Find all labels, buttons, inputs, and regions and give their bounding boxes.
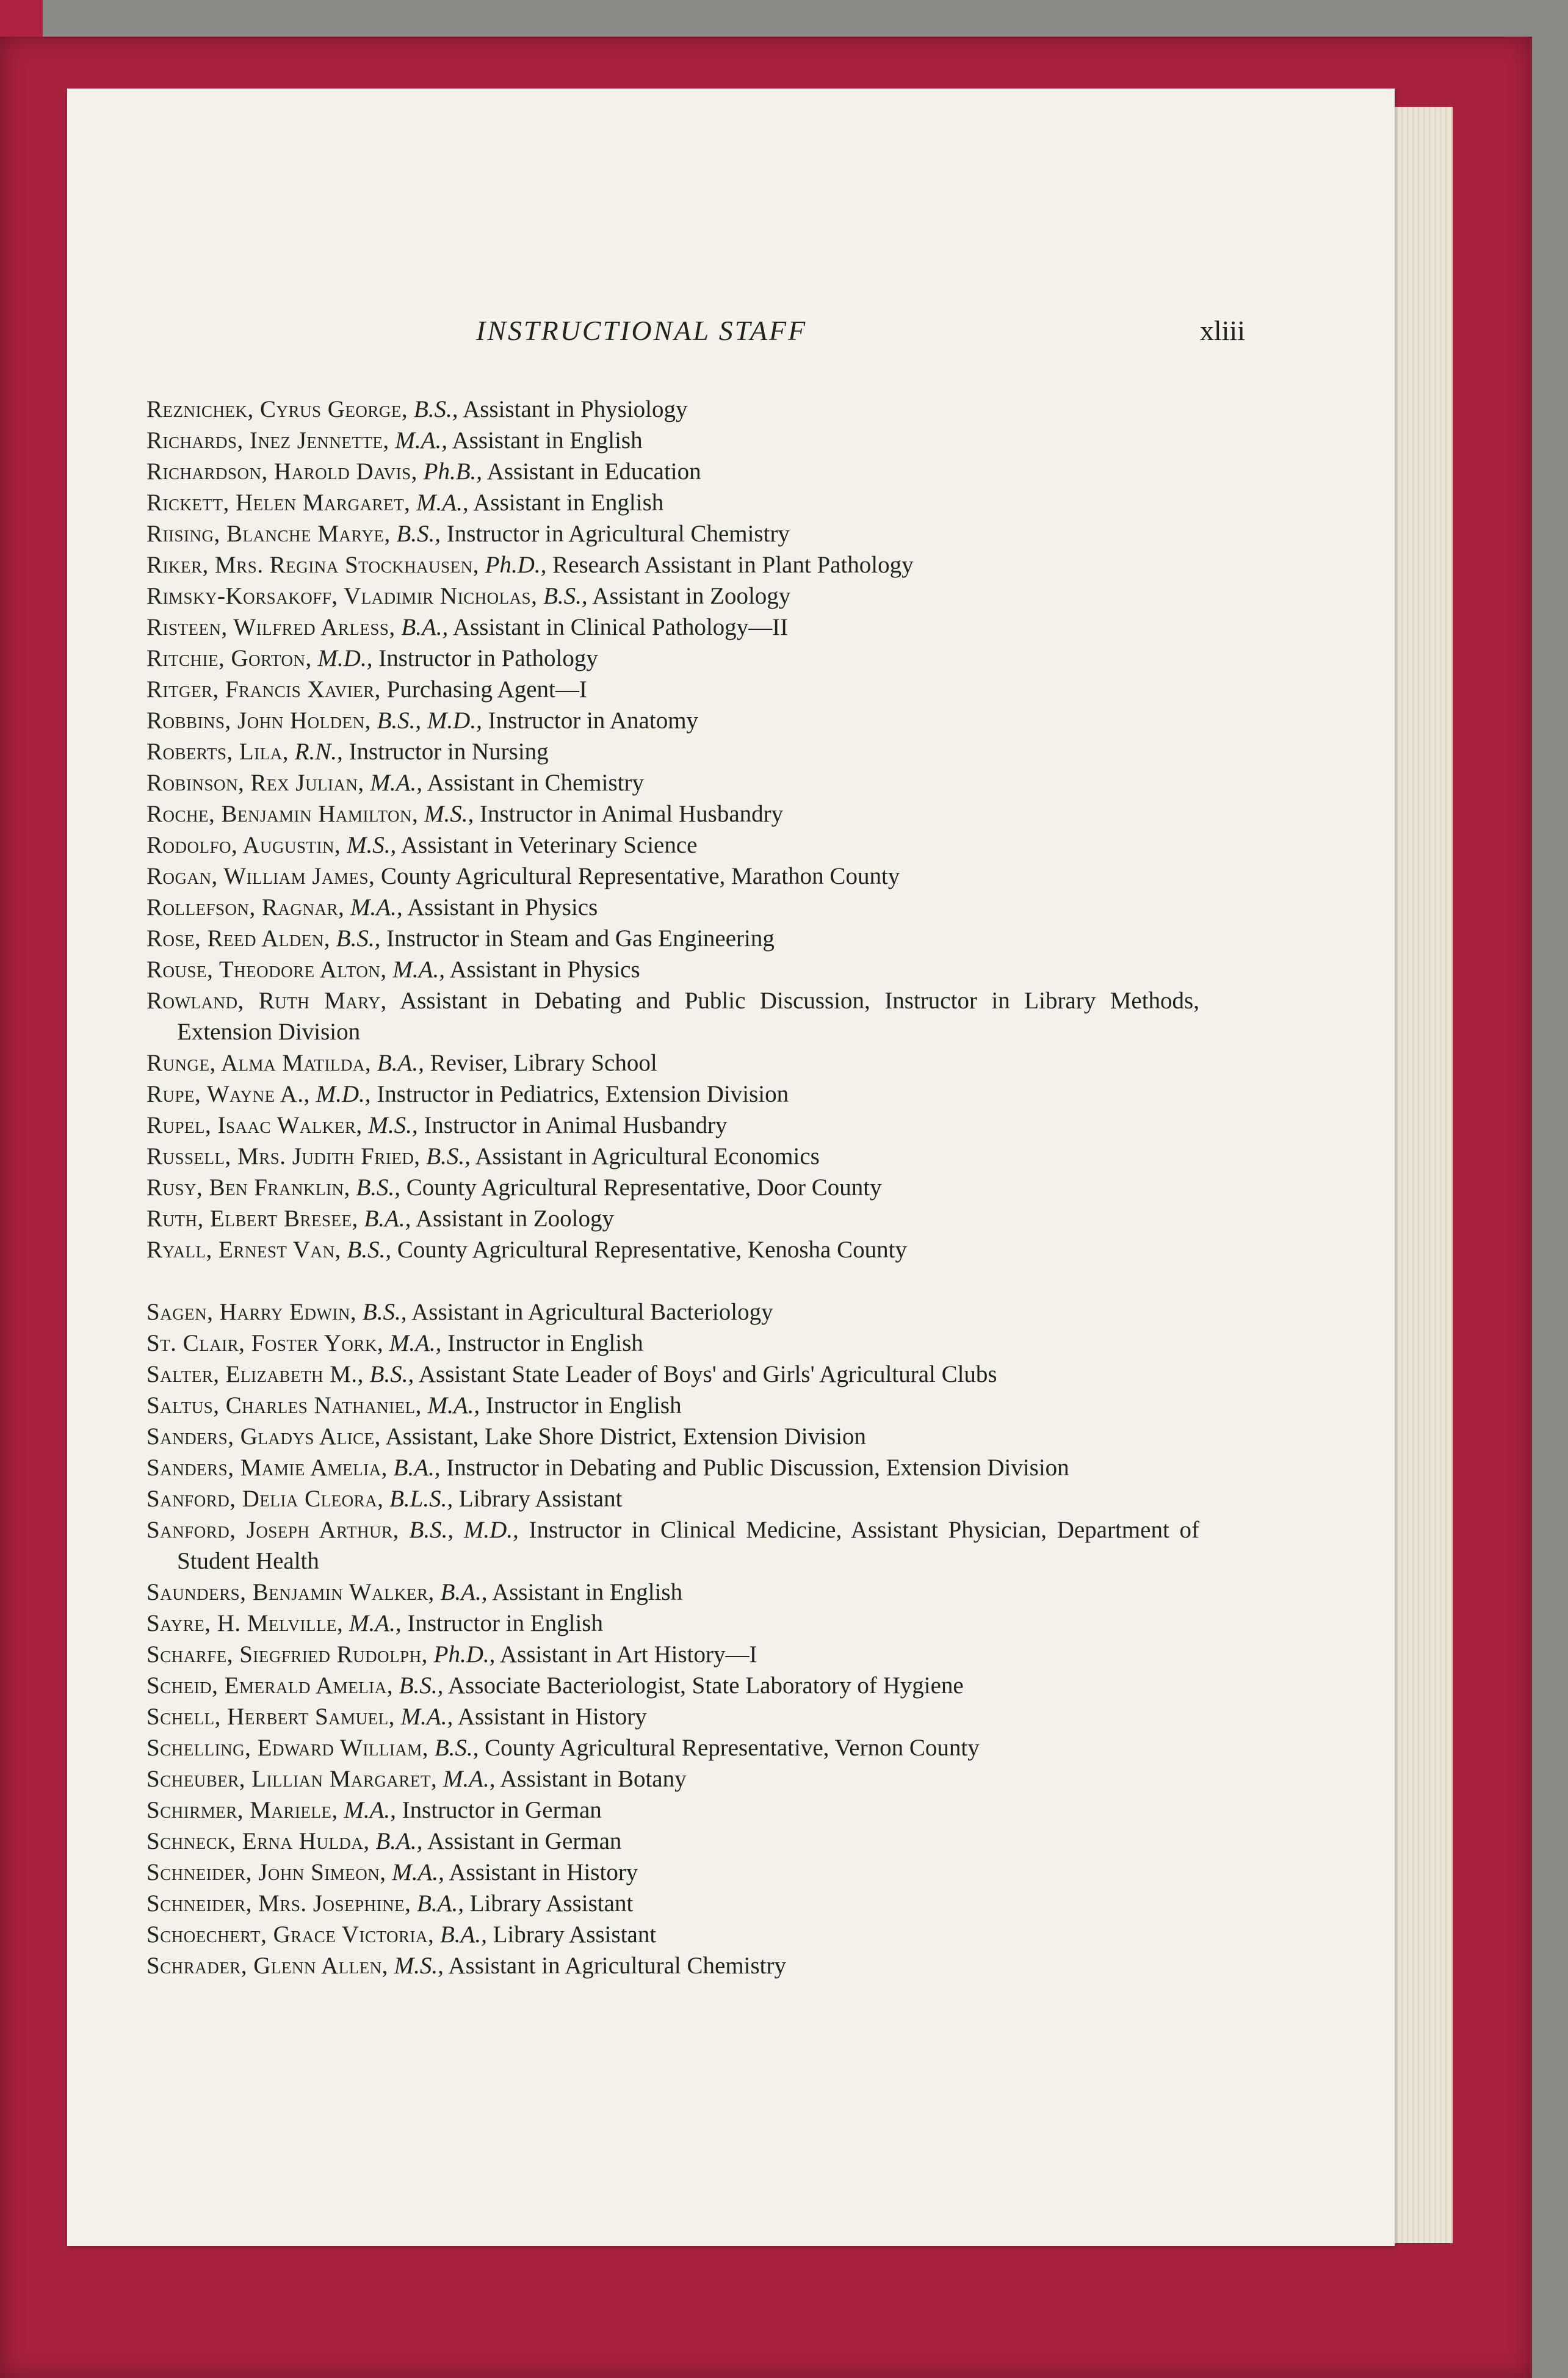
staff-entry (146, 674, 1199, 705)
staff-degree: M.D., (316, 1081, 371, 1107)
staff-position: Assistant in Botany (500, 1766, 687, 1792)
staff-name: Schneck, Erna Hulda, (146, 1828, 370, 1854)
staff-position: Research Assistant in Plant Pathology (552, 552, 914, 578)
staff-name: Schirmer, Mariele, (146, 1797, 338, 1823)
staff-degree: M.A., (416, 490, 469, 516)
staff-entry (146, 1763, 1199, 1794)
staff-entry (146, 394, 1199, 425)
staff-name: Schoechert, Grace Victoria, (146, 1921, 435, 1948)
staff-name: Roberts, Lila, (146, 739, 289, 765)
staff-name: Rupe, Wayne A., (146, 1081, 310, 1107)
staff-degree: M.A., (443, 1766, 496, 1792)
staff-degree: B.A., (377, 1050, 424, 1076)
staff-position: Purchasing Agent—I (386, 676, 587, 703)
staff-name: Rimsky-Korsakoff, Vladimir Nicholas, (146, 583, 538, 609)
staff-name: Schneider, Mrs. Josephine, (146, 1890, 411, 1917)
staff-name: Salter, Elizabeth M., (146, 1361, 364, 1387)
staff-position: Instructor in Nursing (349, 739, 549, 765)
staff-name: Roche, Benjamin Hamilton, (146, 801, 419, 827)
staff-name: Rickett, Helen Margaret, (146, 490, 411, 516)
staff-name: Ryall, Ernest Van, (146, 1237, 341, 1263)
staff-degree: B.S., (396, 521, 441, 547)
staff-entry (146, 456, 1199, 487)
staff-name: Rodolfo, Augustin, (146, 832, 341, 858)
staff-name: Schrader, Glenn Allen, (146, 1953, 388, 1979)
staff-entry (146, 954, 1199, 985)
staff-name: Reznichek, Cyrus George, (146, 396, 408, 422)
staff-entry (146, 892, 1199, 923)
staff-name: Ritchie, Gorton, (146, 645, 312, 671)
staff-position: Assistant in Clinical Pathology—II (452, 614, 789, 640)
staff-entry (146, 1390, 1199, 1421)
staff-degree: B.A., (440, 1579, 488, 1605)
staff-position: Instructor in Pathology (378, 645, 598, 671)
staff-position: Assistant in German (427, 1828, 622, 1854)
running-title: INSTRUCTIONAL STAFF (476, 315, 807, 346)
staff-degree: Ph.B., (423, 458, 483, 485)
staff-entry (146, 1421, 1199, 1452)
staff-list (146, 394, 1199, 1981)
staff-entry (146, 829, 1199, 861)
staff-name: Rose, Reed Alden, (146, 925, 331, 952)
staff-position: Assistant in Education (486, 458, 701, 485)
staff-entry (146, 1203, 1199, 1234)
staff-position: Assistant in English (473, 490, 664, 516)
staff-position: Assistant in English (452, 427, 643, 454)
staff-entry (146, 1701, 1199, 1732)
staff-name: Ritger, Francis Xavier, (146, 676, 381, 703)
staff-entry (146, 736, 1199, 767)
staff-degree: B.L.S., (389, 1486, 453, 1512)
staff-entry (146, 580, 1199, 612)
staff-name: Saunders, Benjamin Walker, (146, 1579, 435, 1605)
staff-name: Sayre, H. Melville, (146, 1610, 344, 1636)
staff-entry (146, 1141, 1199, 1172)
staff-position: Library Assistant (458, 1486, 623, 1512)
staff-position: Assistant in History (457, 1704, 647, 1730)
staff-entry (146, 1950, 1199, 1981)
staff-name: Schell, Herbert Samuel, (146, 1704, 395, 1730)
staff-name: Schelling, Edward William, (146, 1735, 429, 1761)
staff-entry (146, 1110, 1199, 1141)
staff-position: Assistant in Veterinary Science (400, 832, 698, 858)
staff-entry (146, 1608, 1199, 1639)
staff-name: Sanford, Delia Cleora, (146, 1486, 384, 1512)
staff-entry (146, 705, 1199, 736)
staff-degree: B.S., (426, 1143, 471, 1169)
staff-position: Instructor in Steam and Gas Engineering (386, 925, 775, 952)
staff-position: Assistant State Leader of Boys' and Girls' Agricultural Clubs (418, 1361, 997, 1387)
staff-name: Rusy, Ben Franklin, (146, 1174, 350, 1201)
staff-degree: B.A., (417, 1890, 464, 1917)
staff-position: Instructor in English (447, 1330, 643, 1356)
staff-degree: B.S., (369, 1361, 414, 1387)
staff-degree: M.S., (394, 1953, 444, 1979)
staff-name: Risteen, Wilfred Arless, (146, 614, 396, 640)
staff-position: Instructor in Pediatrics, Extension Division (377, 1081, 789, 1107)
staff-entry (146, 1857, 1199, 1888)
staff-degree: B.S., (543, 583, 588, 609)
staff-degree: M.A., (370, 770, 422, 796)
staff-degree: Ph.D., (485, 552, 547, 578)
staff-name: St. Clair, Foster York, (146, 1330, 384, 1356)
staff-name: Robbins, John Holden, (146, 707, 371, 734)
staff-position: Assistant in Chemistry (427, 770, 644, 796)
staff-position: Associate Bacteriologist, State Laboratory of Hygiene (447, 1672, 964, 1699)
staff-degree: B.A., (375, 1828, 423, 1854)
staff-degree: M.S., (347, 832, 397, 858)
staff-entry (146, 1639, 1199, 1670)
staff-position: Instructor in English (485, 1392, 682, 1418)
staff-name: Schneider, John Simeon, (146, 1859, 386, 1885)
staff-position: Assistant in Physiology (463, 396, 688, 422)
staff-entry (146, 487, 1199, 518)
staff-name: Sanders, Mamie Amelia, (146, 1455, 388, 1481)
staff-position: Assistant in Agricultural Economics (475, 1143, 820, 1169)
staff-degree: M.A., (389, 1330, 442, 1356)
staff-position: Assistant in Physics (407, 894, 598, 920)
staff-degree: M.D., (317, 645, 373, 671)
staff-position: Instructor in Anatomy (488, 707, 699, 734)
staff-degree: Ph.D., (433, 1641, 496, 1668)
staff-name: Saltus, Charles Nathaniel, (146, 1392, 422, 1418)
staff-position: Assistant in Physics (449, 956, 640, 983)
staff-degree: B.A., (401, 614, 449, 640)
staff-degree: M.A., (392, 1859, 444, 1885)
staff-entry (146, 1514, 1199, 1577)
staff-degree: B.S., (347, 1237, 392, 1263)
staff-degree: M.S., (368, 1112, 418, 1138)
staff-position: Instructor in Agricultural Chemistry (446, 521, 790, 547)
staff-entry (146, 798, 1199, 829)
staff-name: Scheuber, Lillian Margaret, (146, 1766, 438, 1792)
staff-name: Scharfe, Siegfried Rudolph, (146, 1641, 428, 1668)
staff-entry (146, 1577, 1199, 1608)
staff-entry (146, 1172, 1199, 1203)
staff-entry (146, 425, 1199, 456)
staff-name: Riising, Blanche Marye, (146, 521, 391, 547)
staff-position: Assistant in History (449, 1859, 638, 1885)
staff-position: Instructor in Animal Husbandry (479, 801, 784, 827)
staff-degree: M.A., (350, 894, 403, 920)
staff-degree: M.A., (344, 1797, 396, 1823)
staff-entry (146, 1296, 1199, 1328)
staff-entry (146, 1234, 1199, 1265)
staff-entry (146, 1047, 1199, 1079)
staff-name: Riker, Mrs. Regina Stockhausen, (146, 552, 479, 578)
staff-entry (146, 549, 1199, 580)
staff-entry (146, 1670, 1199, 1701)
staff-name: Robinson, Rex Julian, (146, 770, 364, 796)
staff-entry (146, 1919, 1199, 1950)
staff-position: Instructor in Debating and Public Discussion, Extension Division (446, 1455, 1069, 1481)
staff-degree: B.S., (356, 1174, 401, 1201)
staff-entry (146, 1328, 1199, 1359)
staff-entry (146, 923, 1199, 954)
staff-position: Assistant, Lake Shore District, Extension Division (385, 1423, 866, 1450)
staff-entry (146, 518, 1199, 549)
staff-entry (146, 985, 1199, 1047)
staff-entry (146, 1359, 1199, 1390)
staff-entry (146, 1732, 1199, 1763)
staff-name: Ruth, Elbert Bresee, (146, 1205, 358, 1232)
staff-degree: M.A., (395, 427, 447, 454)
staff-position: Assistant in Agricultural Bacteriology (411, 1299, 773, 1325)
staff-position: County Agricultural Representative, Door County (406, 1174, 882, 1201)
staff-entry (146, 612, 1199, 643)
staff-name: Rogan, William James, (146, 863, 375, 889)
staff-entry (146, 1452, 1199, 1483)
staff-entry (146, 1794, 1199, 1826)
staff-degree: R.N., (294, 739, 343, 765)
staff-position: Instructor in Clinical Medicine, Assistant Physician, Department of Student Health (177, 1517, 1200, 1574)
staff-name: Rupel, Isaac Walker, (146, 1112, 363, 1138)
staff-degree: B.S., M.D., (409, 1517, 519, 1543)
staff-degree: B.S., (362, 1299, 407, 1325)
staff-name: Scheid, Emerald Amelia, (146, 1672, 393, 1699)
staff-degree: B.S., (434, 1735, 479, 1761)
staff-name: Sagen, Harry Edwin, (146, 1299, 357, 1325)
staff-entry (146, 1483, 1199, 1514)
staff-position: Assistant in English (492, 1579, 683, 1605)
staff-position: County Agricultural Representative, Kenosha County (397, 1237, 907, 1263)
staff-position: Instructor in German (402, 1797, 602, 1823)
staff-position: Instructor in Animal Husbandry (424, 1112, 728, 1138)
staff-degree: B.S., M.D., (377, 707, 482, 734)
staff-degree: M.A., (392, 956, 445, 983)
staff-position: Assistant in Zoology (415, 1205, 614, 1232)
staff-position: County Agricultural Representative, Marathon County (381, 863, 900, 889)
staff-entry (146, 767, 1199, 798)
staff-name: Richardson, Harold Davis, (146, 458, 417, 485)
staff-position: Library Assistant (469, 1890, 634, 1917)
staff-degree: B.A., (364, 1205, 411, 1232)
staff-name: Russell, Mrs. Judith Fried, (146, 1143, 421, 1169)
staff-degree: M.A., (400, 1704, 453, 1730)
staff-entry (146, 1826, 1199, 1857)
staff-degree: B.A., (393, 1455, 441, 1481)
staff-entry (146, 643, 1199, 674)
staff-name: Rowland, Ruth Mary, (146, 988, 387, 1014)
staff-name: Rollefson, Ragnar, (146, 894, 345, 920)
staff-position: County Agricultural Representative, Vernon County (485, 1735, 980, 1761)
page-number: xliii (1199, 315, 1245, 346)
staff-degree: M.A., (349, 1610, 402, 1636)
staff-name: Sanford, Joseph Arthur, (146, 1517, 399, 1543)
staff-degree: B.S., (336, 925, 381, 952)
staff-degree: B.A., (439, 1921, 487, 1948)
staff-entry (146, 1888, 1199, 1919)
staff-degree: M.A., (427, 1392, 480, 1418)
staff-name: Sanders, Gladys Alice, (146, 1423, 381, 1450)
staff-name: Rouse, Theodore Alton, (146, 956, 387, 983)
staff-entry (146, 1079, 1199, 1110)
staff-position: Assistant in Art History—I (500, 1641, 757, 1668)
staff-position: Instructor in English (407, 1610, 603, 1636)
staff-name: Runge, Alma Matilda, (146, 1050, 372, 1076)
staff-position: Assistant in Debating and Public Discussion, Instructor in Library Methods, Extension Division (177, 988, 1199, 1045)
staff-entry (146, 861, 1199, 892)
staff-position: Assistant in Agricultural Chemistry (448, 1953, 786, 1979)
staff-position: Reviser, Library School (430, 1050, 657, 1076)
staff-position: Library Assistant (493, 1921, 657, 1948)
staff-degree: M.S., (424, 801, 474, 827)
staff-position: Assistant in Zoology (592, 583, 791, 609)
staff-degree: B.S., (399, 1672, 444, 1699)
staff-name: Richards, Inez Jennette, (146, 427, 389, 454)
staff-degree: B.S., (413, 396, 458, 422)
